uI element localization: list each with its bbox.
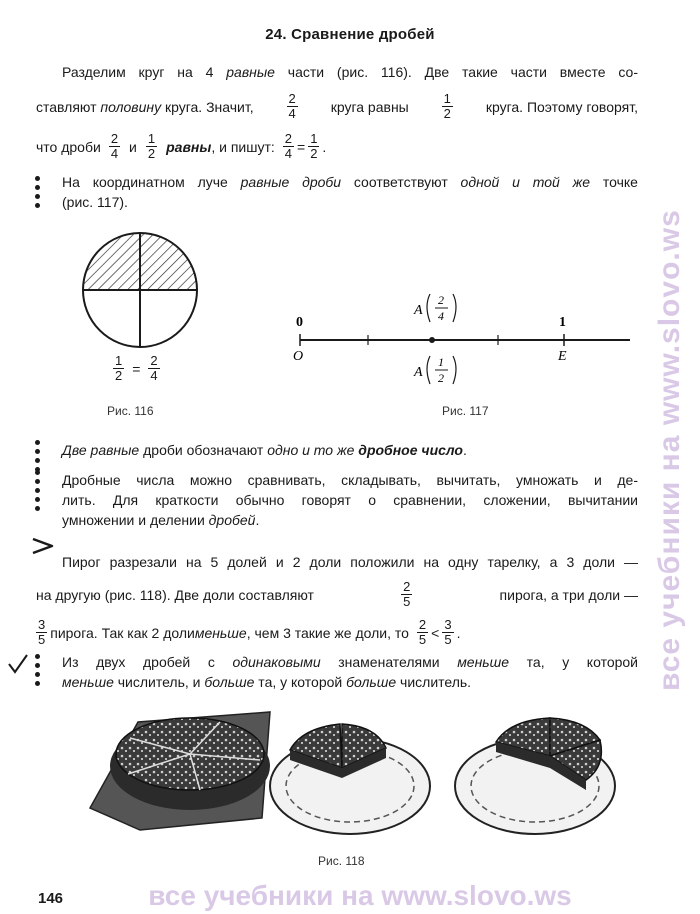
rule-marker-dots bbox=[35, 176, 41, 212]
figure-118-pies bbox=[80, 690, 620, 840]
figure-118-caption: Рис. 118 bbox=[318, 854, 365, 868]
ray-label-O: O bbox=[293, 349, 304, 364]
ray-label-one: 1 bbox=[559, 315, 566, 330]
example-line-3: $\frac{3}{5}$ пирога. Так как 2 доли меньше , чем 3 такие же доли, то $\frac{2}{5}$ < $\frac{3}{5}$ . bbox=[38, 617, 461, 647]
ray-label-E: E bbox=[558, 349, 567, 364]
example-line-1: Пирог разрезали на 5 долей и 2 доли положили на одну тарелку, а 3 доли — bbox=[62, 554, 638, 570]
svg-text:2: 2 bbox=[438, 371, 444, 385]
para2-line-3: умножении и делении дробей. bbox=[62, 512, 260, 528]
watermark-vertical: все учебники на www.slovo.ws bbox=[653, 209, 686, 691]
rule-marker-dots bbox=[35, 470, 41, 515]
figure-116-caption: Рис. 116 bbox=[107, 404, 154, 418]
rule1-line-2: (рис. 117). bbox=[62, 194, 128, 210]
point-A bbox=[429, 337, 435, 343]
intro-line-2: ставляют половину круга. Значит, $\frac{2}{4}$ круга равны $\frac{1}{2}$ круга. Поэтому говорят, bbox=[36, 91, 638, 121]
fraction-two-fourths: $\frac{2}{4}$ bbox=[288, 91, 296, 121]
figure-117-caption: Рис. 117 bbox=[442, 404, 489, 418]
rule-marker-dots bbox=[35, 654, 41, 690]
checkmark-icon bbox=[6, 652, 30, 676]
figure-117-coordinate-ray bbox=[280, 280, 640, 390]
example-line-2: на другую (рис. 118). Две доли составляют $\frac{2}{5}$ пирога, а три доли — bbox=[36, 579, 638, 609]
figure-116-equation: $\frac{1}{2}$ = $\frac{2}{4}$ bbox=[115, 353, 158, 383]
page-number: 146 bbox=[38, 890, 64, 907]
ray-label-zero: 0 bbox=[296, 315, 303, 330]
svg-text:A: A bbox=[414, 365, 423, 380]
svg-text:4: 4 bbox=[438, 309, 444, 323]
para2-line-1: Дробные числа можно сравнивать, складывать, вычитать, умножать и де- bbox=[62, 472, 638, 488]
svg-text:A: A bbox=[414, 303, 423, 318]
rule2-line: Две равные дроби обозначают одно и то же дробное число. bbox=[62, 442, 467, 458]
intro-line-3: что дроби $\frac{2}{4}$ и $\frac{1}{2}$ равны , и пишут: $\frac{2}{4}$ = $\frac{1}{2}$ . bbox=[36, 131, 327, 161]
fraction-one-half: $\frac{1}{2}$ bbox=[443, 91, 451, 121]
section-title: 24. Сравнение дробей bbox=[265, 26, 435, 43]
plate-three-pieces bbox=[455, 718, 615, 834]
svg-text:2: 2 bbox=[438, 293, 444, 307]
intro-line-1: Разделим круг на 4 равные части (рис. 116). Две такие части вместе со- bbox=[62, 64, 638, 80]
rule1-line-1: На координатном луче равные дроби соответствуют одной и той же точке bbox=[62, 174, 638, 190]
rule3-line-1: Из двух дробей с одинаковыми знаменателями меньше та, у которой bbox=[62, 654, 638, 670]
example-triangle-icon bbox=[30, 536, 56, 556]
watermark-bottom: все учебники на www.slovo.ws bbox=[148, 880, 572, 911]
svg-text:1: 1 bbox=[438, 355, 444, 369]
figure-116-circle bbox=[70, 228, 200, 358]
plate-two-pieces bbox=[270, 724, 430, 834]
rule3-line-2: меньше числитель, и больше та, у которой больше числитель. bbox=[62, 674, 472, 690]
whole-pie-on-napkin bbox=[90, 712, 270, 830]
para2-line-2: лить. Для краткости обычно говорят о сравнении, сложении, вычитании bbox=[62, 492, 638, 508]
